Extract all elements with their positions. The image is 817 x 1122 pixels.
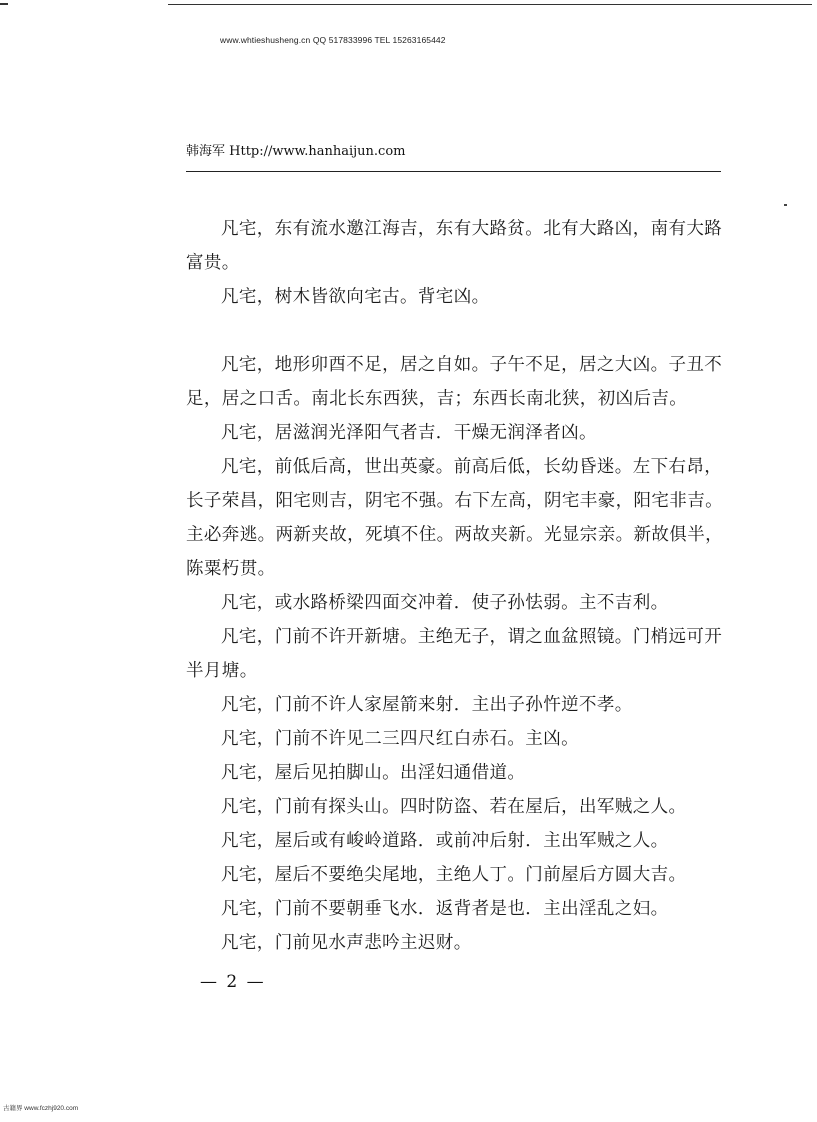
paragraph: 凡宅，屋后不要绝尖尾地，主绝人丁。门前屋后方圆大吉。 (221, 865, 687, 885)
paragraph: 凡宅，门前见水声悲吟主迟财。 (221, 933, 472, 953)
body-text (186, 212, 726, 960)
corner-mark (0, 3, 8, 10)
paragraph: 凡宅，屋后见拍脚山。出淫妇通借道。 (221, 763, 526, 783)
watermark-bottom: 古籍界 www.fczhj920.com (3, 1105, 79, 1112)
paragraph: 凡宅，或水路桥梁四面交冲着．使子孙怯弱。主不吉利。 (221, 593, 669, 613)
paragraph: 凡宅，门前有探头山。四时防盗、若在屋后，出军贼之人。 (221, 797, 687, 817)
header-rule (186, 171, 721, 172)
paragraph: 凡宅，屋后或有峻岭道路．或前冲后射．主出军贼之人。 (221, 831, 669, 851)
paragraph: 凡宅，门前不许开新塘。主绝无子，谓之血盆照镜。门梢远可开半月塘。 (186, 627, 723, 681)
paragraph: 凡宅，门前不许人家屋箭来射．主出子孙忤逆不孝。 (221, 695, 633, 715)
paragraph: 凡宅，居滋润光泽阳气者吉．干燥无润泽者凶。 (221, 423, 597, 443)
paragraph: 凡宅，东有流水邀江海吉，东有大路贫。北有大路凶，南有大路富贵。 (186, 219, 723, 273)
watermark-top: www.whtieshusheng.cn QQ 517833996 TEL 15263165442 (220, 35, 446, 45)
paragraph: 凡宅，门前不要朝垂飞水．返背者是也．主出淫乱之妇。 (221, 899, 669, 919)
paragraph: 凡宅，前低后高，世出英豪。前高后低，长幼昏迷。左下右昂，长子荣昌，阳宅则吉，阴宅不强。右下左高，阴宅丰豪，阳宅非吉。主必奔逃。两新夹故，死填不住。两故夹新。光显宗亲。新故俱半，陈粟朽贯。 (186, 457, 723, 579)
top-rule (168, 4, 812, 5)
page-number: — 2 — (200, 972, 266, 992)
paragraph: 凡宅，地形卯酉不足，居之自如。子午不足，居之大凶。子丑不足，居之口舌。南北长东西狭，吉；东西长南北狭，初凶后吉。 (186, 355, 723, 409)
paragraph: 凡宅，树木皆欲向宅古。背宅凶。 (221, 287, 490, 307)
running-head: 韩海军 Http://www.hanhaijun.com (186, 144, 406, 159)
paragraph: 凡宅，门前不许见二三四尺红白赤石。主凶。 (221, 729, 579, 749)
scan-speck (784, 204, 787, 206)
